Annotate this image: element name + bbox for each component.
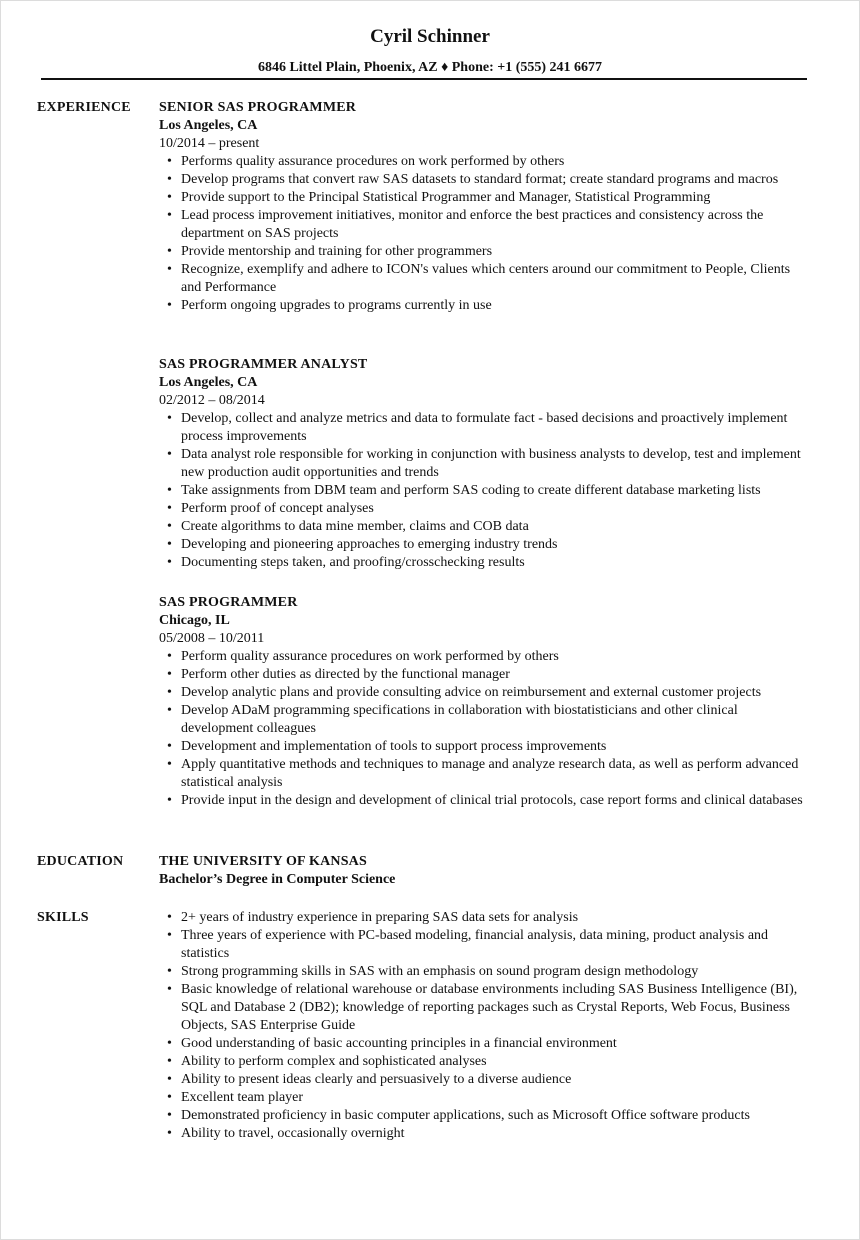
list-item: • Develop ADaM programming specifications in collaboration with biostatisticians and other clinical development colleagues [159, 702, 809, 738]
list-item: • Apply quantitative methods and techniques to manage and analyze research data, as well as perform advanced statistical analysis [159, 756, 809, 792]
list-item: • Create algorithms to data mine member, claims and COB data [159, 518, 809, 536]
list-item: • Provide mentorship and training for other programmers [159, 243, 809, 261]
job-dates: 10/2014 – present [159, 136, 260, 151]
list-item: • Excellent team player [159, 1089, 809, 1107]
list-item: • Perform other duties as directed by the functional manager [159, 666, 809, 684]
list-item: • Take assignments from DBM team and perform SAS coding to create different database marketing lists [159, 482, 809, 500]
job-duties [159, 410, 809, 572]
list-item: • Provide input in the design and development of clinical trial protocols, case report forms and clinical databases [159, 792, 809, 810]
header-divider [41, 78, 807, 80]
job-location: Los Angeles, CA [159, 375, 258, 390]
experience-entry [159, 99, 809, 315]
degree: Bachelor’s Degree in Computer Science [159, 872, 396, 887]
list-item: • Basic knowledge of relational warehouse or database environments including SAS Business Intelligence (BI), SQL and Database 2 (DB2); knowledge of reporting packages such as Crystal Reports, Web Focus, Business Objects, SAS Enterprise Guide [159, 981, 809, 1035]
list-item: • Three years of experience with PC-based modeling, financial analysis, data mining, product analysis and statistics [159, 927, 809, 963]
list-item: • Perform ongoing upgrades to programs currently in use [159, 297, 809, 315]
list-item: • Good understanding of basic accounting principles in a financial environment [159, 1035, 809, 1053]
experience-entry [159, 594, 809, 810]
list-item: • Perform proof of concept analyses [159, 500, 809, 518]
job-duties [159, 648, 809, 810]
list-item: • Development and implementation of tools to support process improvements [159, 738, 809, 756]
experience-entry [159, 356, 809, 572]
skills-list [159, 909, 809, 1143]
job-location: Chicago, IL [159, 613, 230, 628]
list-item: • Performs quality assurance procedures on work performed by others [159, 153, 809, 171]
school-name: THE UNIVERSITY OF KANSAS [159, 854, 367, 869]
list-item: • Ability to travel, occasionally overnight [159, 1125, 809, 1143]
resume-name: Cyril Schinner [370, 26, 490, 47]
job-dates: 02/2012 – 08/2014 [159, 393, 265, 408]
list-item: • Ability to present ideas clearly and persuasively to a diverse audience [159, 1071, 809, 1089]
job-title: SAS PROGRAMMER [159, 595, 298, 610]
job-duties [159, 153, 809, 315]
skills-entry [159, 909, 809, 1143]
list-item: • 2+ years of industry experience in preparing SAS data sets for analysis [159, 909, 809, 927]
list-item: • Developing and pioneering approaches to emerging industry trends [159, 536, 809, 554]
list-item: • Strong programming skills in SAS with an emphasis on sound program design methodology [159, 963, 809, 981]
list-item: • Ability to perform complex and sophisticated analyses [159, 1053, 809, 1071]
list-item: • Recognize, exemplify and adhere to ICON's values which centers around our commitment to People, Clients and Performance [159, 261, 809, 297]
list-item: • Data analyst role responsible for working in conjunction with business analysts to develop, test and implement new production audit opportunities and trends [159, 446, 809, 482]
list-item: • Perform quality assurance procedures on work performed by others [159, 648, 809, 666]
list-item: • Provide support to the Principal Statistical Programmer and Manager, Statistical Programming [159, 189, 809, 207]
list-item: • Develop analytic plans and provide consulting advice on reimbursement and external customer projects [159, 684, 809, 702]
job-location: Los Angeles, CA [159, 118, 258, 133]
list-item: • Demonstrated proficiency in basic computer applications, such as Microsoft Office software products [159, 1107, 809, 1125]
list-item: • Develop programs that convert raw SAS datasets to standard format; create standard programs and macros [159, 171, 809, 189]
job-title: SENIOR SAS PROGRAMMER [159, 100, 357, 115]
list-item: • Documenting steps taken, and proofing/crosschecking results [159, 554, 809, 572]
skills-heading: SKILLS [37, 910, 89, 925]
list-item: • Lead process improvement initiatives, monitor and enforce the best practices and consistency across the department on SAS projects [159, 207, 809, 243]
contact-line: 6846 Littel Plain, Phoenix, AZ ♦ Phone: +1 (555) 241 6677 [257, 60, 603, 75]
job-dates: 05/2008 – 10/2011 [159, 631, 265, 646]
list-item: • Develop, collect and analyze metrics and data to formulate fact - based decisions and proactively implement process improvements [159, 410, 809, 446]
education-heading: EDUCATION [37, 854, 124, 869]
education-entry [159, 853, 809, 889]
job-title: SAS PROGRAMMER ANALYST [159, 357, 368, 372]
experience-heading: EXPERIENCE [37, 100, 131, 115]
